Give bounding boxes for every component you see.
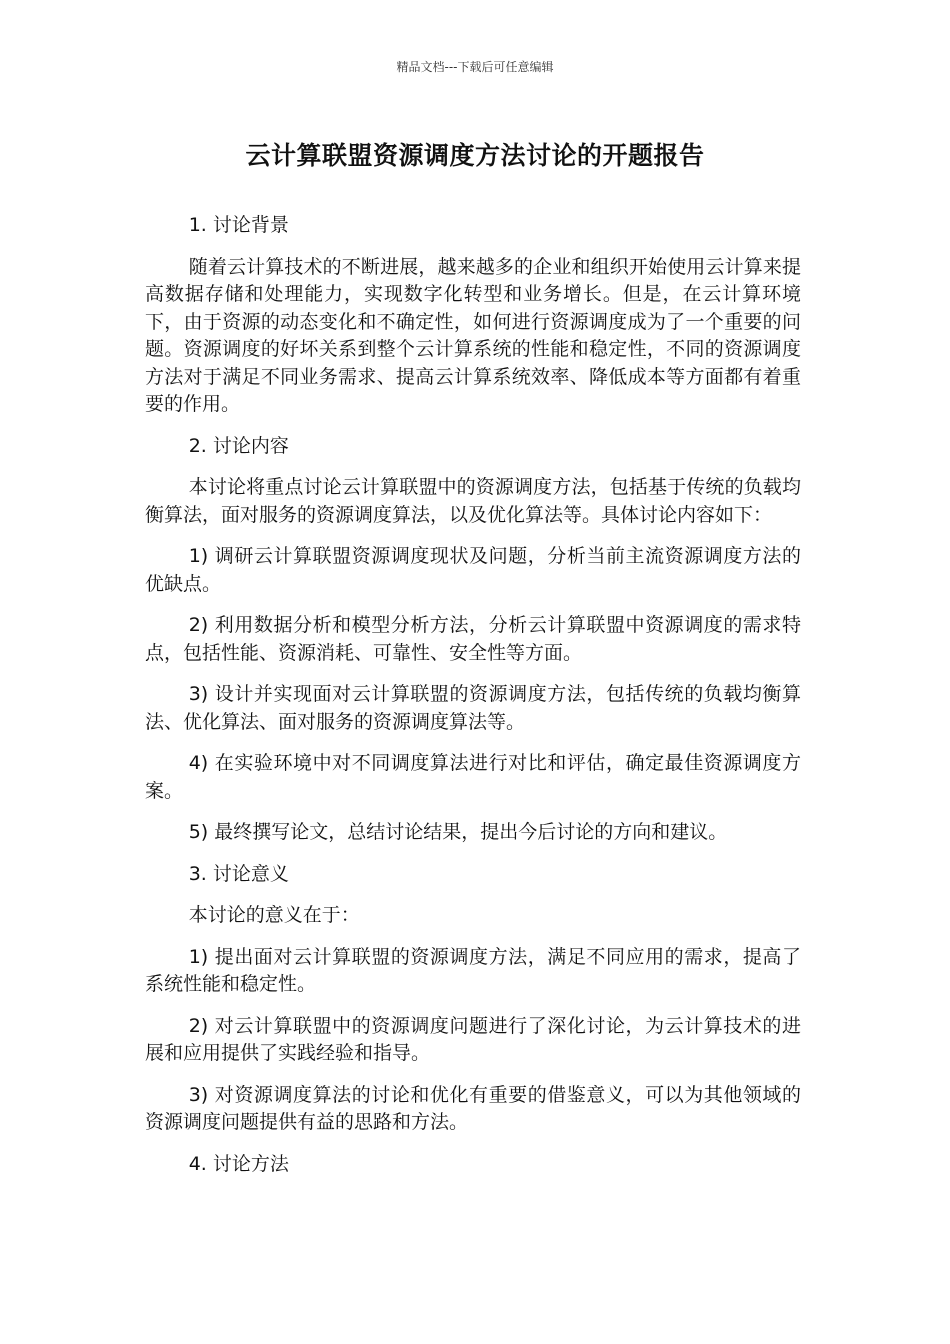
list-item: 3) 设计并实现面对云计算联盟的资源调度方法，包括传统的负载均衡算法、优化算法、面对服务的资源调度算法等。 <box>145 683 801 733</box>
header-note: 精品文档---下载后可任意编辑 <box>396 60 554 74</box>
list-item: 2) 对云计算联盟中的资源调度问题进行了深化讨论，为云计算技术的进展和应用提供了实践经验和指导。 <box>145 1014 801 1064</box>
list-item: 3) 对资源调度算法的讨论和优化有重要的借鉴意义，可以为其他领域的资源调度问题提供有益的思路和方法。 <box>145 1083 801 1133</box>
list-item: 1) 提出面对云计算联盟的资源调度方法，满足不同应用的需求，提高了系统性能和稳定性。 <box>145 945 801 995</box>
paragraph-content-intro: 本讨论将重点讨论云计算联盟中的资源调度方法，包括基于传统的负载均衡算法，面对服务的资源调度算法，以及优化算法等。具体讨论内容如下： <box>145 476 801 526</box>
section-heading-content: 2. 讨论内容 <box>188 434 289 457</box>
list-item: 2) 利用数据分析和模型分析方法，分析云计算联盟中资源调度的需求特点，包括性能、资源消耗、可靠性、安全性等方面。 <box>145 614 801 664</box>
section-heading-significance: 3. 讨论意义 <box>188 862 289 885</box>
paragraph-significance-intro: 本讨论的意义在于： <box>188 904 360 926</box>
list-item: 4) 在实验环境中对不同调度算法进行对比和评估，确定最佳资源调度方案。 <box>145 752 801 802</box>
document-body <box>145 212 801 1192</box>
section-heading-method: 4. 讨论方法 <box>188 1152 289 1175</box>
document-title: 云计算联盟资源调度方法讨论的开题报告 <box>245 141 705 170</box>
section-heading-background: 1. 讨论背景 <box>188 214 289 236</box>
list-item: 5) 最终撰写论文，总结讨论结果，提出今后讨论的方向和建议。 <box>188 821 728 843</box>
paragraph-background: 随着云计算技术的不断进展，越来越多的企业和组织开始使用云计算来提高数据存储和处理能力，实现数字化转型和业务增长。但是，在云计算环境下，由于资源的动态变化和不确定性，如何进行资源调度成为了一个重要的问题。资源调度的好坏关系到整个云计算系统的性能和稳定性，不同的资源调度方法对于满足不同业务需求、提高云计算系统效率、降低成本等方面都有着重要的作用。 <box>145 255 801 415</box>
list-item: 1) 调研云计算联盟资源调度现状及问题，分析当前主流资源调度方法的优缺点。 <box>145 545 801 595</box>
